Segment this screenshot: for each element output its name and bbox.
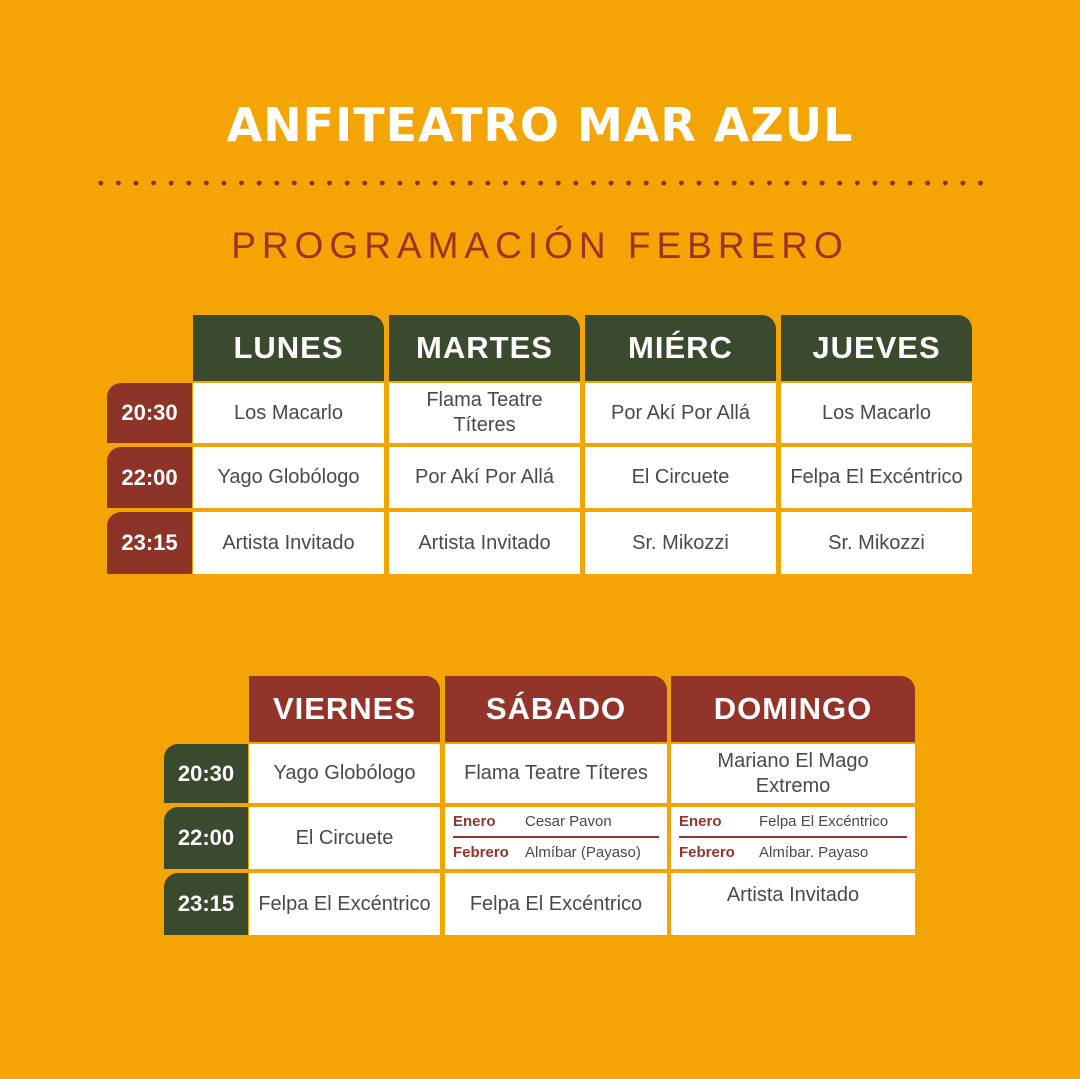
schedule-cell: Sr. Mikozzi <box>585 512 776 574</box>
time-label: 22:00 <box>107 447 192 508</box>
split-line-febrero <box>679 838 907 867</box>
day-header-viernes: VIERNES <box>249 676 440 742</box>
schedule-cell: Los Macarlo <box>193 383 384 443</box>
split-line-enero <box>453 807 659 836</box>
act-name: Felpa El Excéntrico <box>759 813 889 830</box>
split-line-enero <box>679 807 907 836</box>
schedule-cell: Felpa El Excéntrico <box>249 873 440 935</box>
month-label: Febrero <box>679 844 735 861</box>
schedule-cell: Flama Teatre Títeres <box>445 744 667 803</box>
schedule-cell: Yago Globólogo <box>249 744 440 803</box>
day-header-lunes: LUNES <box>193 315 384 381</box>
day-header-domingo: DOMINGO <box>671 676 915 742</box>
day-header-martes: MARTES <box>389 315 580 381</box>
time-label: 23:15 <box>164 873 248 935</box>
split-cell-domingo <box>671 807 915 869</box>
time-label: 20:30 <box>107 383 192 443</box>
dotted-divider <box>92 176 990 190</box>
time-label: 22:00 <box>164 807 248 869</box>
schedule-cell: Yago Globólogo <box>193 447 384 508</box>
schedule-cell: Artista Invitado <box>671 873 915 935</box>
schedule-cell: Sr. Mikozzi <box>781 512 972 574</box>
time-label: 23:15 <box>107 512 192 574</box>
act-name: Almíbar (Payaso) <box>525 844 641 861</box>
act-name: Almíbar. Payaso <box>759 844 869 861</box>
act-name: Cesar Pavon <box>525 813 612 830</box>
schedule-cell: Los Macarlo <box>781 383 972 443</box>
day-header-sabado: SÁBADO <box>445 676 667 742</box>
month-label: Febrero <box>453 844 509 861</box>
schedule-cell: Por Akí Por Allá <box>585 383 776 443</box>
schedule-cell: Felpa El Excéntrico <box>781 447 972 508</box>
day-header-miercoles: MIÉRC <box>585 315 776 381</box>
schedule-cell: El Circuete <box>249 807 440 869</box>
day-header-jueves: JUEVES <box>781 315 972 381</box>
schedule-cell: Mariano El Mago Extremo <box>671 744 915 803</box>
split-cell-sabado <box>445 807 667 869</box>
schedule-cell: Artista Invitado <box>389 512 580 574</box>
month-label: Enero <box>679 813 722 830</box>
page-subtitle: PROGRAMACIÓN FEBRERO <box>231 225 849 266</box>
schedule-cell: El Circuete <box>585 447 776 508</box>
schedule-cell: Flama Teatre Títeres <box>389 383 580 443</box>
schedule-cell: Por Akí Por Allá <box>389 447 580 508</box>
schedule-cell: Artista Invitado <box>193 512 384 574</box>
page-title: ANFITEATRO MAR AZUL <box>226 98 854 152</box>
month-label: Enero <box>453 813 496 830</box>
time-label: 20:30 <box>164 744 248 803</box>
split-line-febrero <box>453 838 659 867</box>
schedule-cell: Felpa El Excéntrico <box>445 873 667 935</box>
